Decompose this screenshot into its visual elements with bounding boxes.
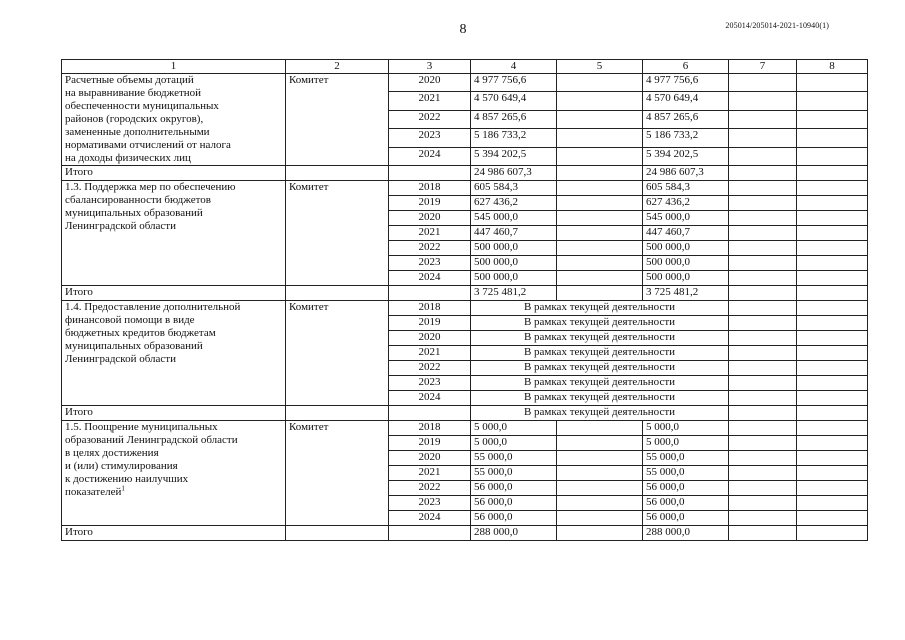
col7-cell bbox=[729, 129, 797, 147]
col8-cell bbox=[797, 511, 868, 526]
amount-col4-cell: 55 000,0 bbox=[471, 451, 557, 466]
col7-cell bbox=[729, 346, 797, 361]
amount-col6-cell: 627 436,2 bbox=[643, 196, 729, 211]
item-name-line: показателей bbox=[65, 486, 122, 498]
amount-col5-cell bbox=[557, 451, 643, 466]
col7-cell bbox=[729, 436, 797, 451]
amount-col6-cell: 4 857 265,6 bbox=[643, 110, 729, 128]
amount-col6-cell: 55 000,0 bbox=[643, 466, 729, 481]
total-executor-cell bbox=[286, 406, 389, 421]
col7-cell bbox=[729, 181, 797, 196]
item-name-line: 1.3. Поддержка мер по обеспечению bbox=[65, 181, 236, 193]
year-cell: 2021 bbox=[389, 226, 471, 241]
total-label: Итого bbox=[62, 406, 286, 421]
total-col8-cell bbox=[797, 406, 868, 421]
amount-col6-cell: 447 460,7 bbox=[643, 226, 729, 241]
col8-cell bbox=[797, 361, 868, 376]
year-cell: 2018 bbox=[389, 181, 471, 196]
col8-cell bbox=[797, 226, 868, 241]
total-col8-cell bbox=[797, 526, 868, 541]
item-name-line: обеспеченности муниципальных bbox=[65, 100, 219, 112]
amount-col5-cell bbox=[557, 271, 643, 286]
total-col7-cell bbox=[729, 526, 797, 541]
col7-cell bbox=[729, 376, 797, 391]
item-name-line: Ленинградской области bbox=[65, 353, 176, 365]
item-name-line: образований Ленинградской области bbox=[65, 434, 238, 446]
year-cell: 2023 bbox=[389, 496, 471, 511]
item-name-cell bbox=[62, 181, 286, 286]
item-name-line: в целях достижения bbox=[65, 447, 159, 459]
total-executor-cell bbox=[286, 526, 389, 541]
year-cell: 2022 bbox=[389, 481, 471, 496]
in-scope-cell: В рамках текущей деятельности bbox=[471, 301, 729, 316]
amount-col5-cell bbox=[557, 511, 643, 526]
col8-cell bbox=[797, 451, 868, 466]
item-name-line: замененные дополнительными bbox=[65, 126, 210, 138]
item-name-line: к достижению наилучших bbox=[65, 473, 189, 485]
amount-col5-cell bbox=[557, 196, 643, 211]
col7-cell bbox=[729, 481, 797, 496]
col7-cell bbox=[729, 421, 797, 436]
total-row bbox=[62, 286, 868, 301]
col8-cell bbox=[797, 147, 868, 165]
col7-cell bbox=[729, 451, 797, 466]
amount-col4-cell: 500 000,0 bbox=[471, 256, 557, 271]
col7-cell bbox=[729, 331, 797, 346]
column-header: 4 bbox=[471, 60, 557, 74]
amount-col6-cell: 4 977 756,6 bbox=[643, 74, 729, 92]
year-cell: 2021 bbox=[389, 346, 471, 361]
amount-col4-cell: 5 186 733,2 bbox=[471, 129, 557, 147]
col7-cell bbox=[729, 147, 797, 165]
executor-cell: Комитет bbox=[286, 421, 389, 526]
year-cell: 2020 bbox=[389, 451, 471, 466]
amount-col6-cell: 5 000,0 bbox=[643, 436, 729, 451]
total-executor-cell bbox=[286, 286, 389, 301]
amount-col4-cell: 4 570 649,4 bbox=[471, 92, 557, 110]
executor-cell: Комитет bbox=[286, 74, 389, 166]
total-col6-cell: 24 986 607,3 bbox=[643, 166, 729, 181]
footnote-mark: 1 bbox=[121, 484, 125, 493]
total-col5-cell bbox=[557, 526, 643, 541]
header-row bbox=[62, 60, 868, 74]
amount-col4-cell: 545 000,0 bbox=[471, 211, 557, 226]
column-header: 2 bbox=[286, 60, 389, 74]
amount-col4-cell: 500 000,0 bbox=[471, 241, 557, 256]
year-cell: 2022 bbox=[389, 110, 471, 128]
amount-col5-cell bbox=[557, 147, 643, 165]
total-year-cell bbox=[389, 406, 471, 421]
col7-cell bbox=[729, 301, 797, 316]
year-cell: 2021 bbox=[389, 92, 471, 110]
amount-col6-cell: 500 000,0 bbox=[643, 271, 729, 286]
total-col8-cell bbox=[797, 286, 868, 301]
col8-cell bbox=[797, 271, 868, 286]
amount-col4-cell: 4 977 756,6 bbox=[471, 74, 557, 92]
amount-col6-cell: 500 000,0 bbox=[643, 256, 729, 271]
executor-cell: Комитет bbox=[286, 301, 389, 406]
amount-col6-cell: 5 394 202,5 bbox=[643, 147, 729, 165]
col8-cell bbox=[797, 496, 868, 511]
item-name-line: и (или) стимулирования bbox=[65, 460, 178, 472]
year-cell: 2024 bbox=[389, 391, 471, 406]
amount-col4-cell: 447 460,7 bbox=[471, 226, 557, 241]
total-executor-cell bbox=[286, 166, 389, 181]
col8-cell bbox=[797, 241, 868, 256]
total-col6-cell: 288 000,0 bbox=[643, 526, 729, 541]
column-header: 5 bbox=[557, 60, 643, 74]
col8-cell bbox=[797, 196, 868, 211]
amount-col6-cell: 56 000,0 bbox=[643, 496, 729, 511]
year-cell: 2023 bbox=[389, 129, 471, 147]
amount-col6-cell: 605 584,3 bbox=[643, 181, 729, 196]
year-cell: 2018 bbox=[389, 421, 471, 436]
col7-cell bbox=[729, 241, 797, 256]
total-year-cell bbox=[389, 286, 471, 301]
amount-col5-cell bbox=[557, 110, 643, 128]
page-number: 8 bbox=[459, 22, 467, 37]
year-cell: 2021 bbox=[389, 466, 471, 481]
col8-cell bbox=[797, 481, 868, 496]
in-scope-cell: В рамках текущей деятельности bbox=[471, 346, 729, 361]
amount-col6-cell: 5 186 733,2 bbox=[643, 129, 729, 147]
col8-cell bbox=[797, 129, 868, 147]
table-row bbox=[62, 421, 868, 436]
total-col6-cell: 3 725 481,2 bbox=[643, 286, 729, 301]
item-name-line: муниципальных образований bbox=[65, 340, 203, 352]
col8-cell bbox=[797, 181, 868, 196]
amount-col4-cell: 500 000,0 bbox=[471, 271, 557, 286]
amount-col5-cell bbox=[557, 421, 643, 436]
col8-cell bbox=[797, 421, 868, 436]
total-year-cell bbox=[389, 166, 471, 181]
amount-col4-cell: 56 000,0 bbox=[471, 496, 557, 511]
amount-col4-cell: 605 584,3 bbox=[471, 181, 557, 196]
col8-cell bbox=[797, 376, 868, 391]
budget-table bbox=[61, 59, 868, 541]
total-in-scope-cell: В рамках текущей деятельности bbox=[471, 406, 729, 421]
col8-cell bbox=[797, 331, 868, 346]
item-name-line: Ленинградской области bbox=[65, 220, 176, 232]
amount-col6-cell: 500 000,0 bbox=[643, 241, 729, 256]
item-name-line: 1.5. Поощрение муниципальных bbox=[65, 421, 218, 433]
col7-cell bbox=[729, 226, 797, 241]
total-row bbox=[62, 406, 868, 421]
col7-cell bbox=[729, 361, 797, 376]
year-cell: 2019 bbox=[389, 436, 471, 451]
item-name-line: муниципальных образований bbox=[65, 207, 203, 219]
col7-cell bbox=[729, 74, 797, 92]
amount-col5-cell bbox=[557, 466, 643, 481]
amount-col6-cell: 55 000,0 bbox=[643, 451, 729, 466]
col7-cell bbox=[729, 391, 797, 406]
col7-cell bbox=[729, 496, 797, 511]
total-label: Итого bbox=[62, 526, 286, 541]
item-name-line: Расчетные объемы дотаций bbox=[65, 74, 194, 86]
year-cell: 2020 bbox=[389, 211, 471, 226]
year-cell: 2020 bbox=[389, 331, 471, 346]
col8-cell bbox=[797, 74, 868, 92]
item-name-line: на доходы физических лиц bbox=[65, 152, 191, 164]
year-cell: 2019 bbox=[389, 316, 471, 331]
amount-col4-cell: 5 000,0 bbox=[471, 421, 557, 436]
year-cell: 2022 bbox=[389, 361, 471, 376]
item-name-cell bbox=[62, 301, 286, 406]
amount-col5-cell bbox=[557, 256, 643, 271]
col8-cell bbox=[797, 92, 868, 110]
col7-cell bbox=[729, 211, 797, 226]
column-header: 6 bbox=[643, 60, 729, 74]
amount-col6-cell: 56 000,0 bbox=[643, 481, 729, 496]
col7-cell bbox=[729, 256, 797, 271]
item-name-line: сбалансированности бюджетов bbox=[65, 194, 211, 206]
amount-col4-cell: 5 000,0 bbox=[471, 436, 557, 451]
amount-col4-cell: 56 000,0 bbox=[471, 481, 557, 496]
amount-col6-cell: 5 000,0 bbox=[643, 421, 729, 436]
executor-cell: Комитет bbox=[286, 181, 389, 286]
in-scope-cell: В рамках текущей деятельности bbox=[471, 376, 729, 391]
column-header: 3 bbox=[389, 60, 471, 74]
total-year-cell bbox=[389, 526, 471, 541]
total-col8-cell bbox=[797, 166, 868, 181]
amount-col4-cell: 56 000,0 bbox=[471, 511, 557, 526]
in-scope-cell: В рамках текущей деятельности bbox=[471, 361, 729, 376]
year-cell: 2024 bbox=[389, 147, 471, 165]
column-header: 7 bbox=[729, 60, 797, 74]
year-cell: 2020 bbox=[389, 74, 471, 92]
amount-col4-cell: 4 857 265,6 bbox=[471, 110, 557, 128]
total-col4-cell: 24 986 607,3 bbox=[471, 166, 557, 181]
total-col7-cell bbox=[729, 166, 797, 181]
col7-cell bbox=[729, 196, 797, 211]
year-cell: 2018 bbox=[389, 301, 471, 316]
in-scope-cell: В рамках текущей деятельности bbox=[471, 331, 729, 346]
item-name-line: нормативами отчислений от налога bbox=[65, 139, 231, 151]
amount-col5-cell bbox=[557, 129, 643, 147]
year-cell: 2019 bbox=[389, 196, 471, 211]
amount-col6-cell: 56 000,0 bbox=[643, 511, 729, 526]
amount-col4-cell: 55 000,0 bbox=[471, 466, 557, 481]
table-row bbox=[62, 301, 868, 316]
col8-cell bbox=[797, 110, 868, 128]
amount-col6-cell: 4 570 649,4 bbox=[643, 92, 729, 110]
amount-col5-cell bbox=[557, 496, 643, 511]
table-row bbox=[62, 181, 868, 196]
item-name-line: районов (городских округов), bbox=[65, 113, 204, 125]
amount-col5-cell bbox=[557, 211, 643, 226]
col7-cell bbox=[729, 92, 797, 110]
amount-col5-cell bbox=[557, 436, 643, 451]
col8-cell bbox=[797, 391, 868, 406]
col7-cell bbox=[729, 110, 797, 128]
in-scope-cell: В рамках текущей деятельности bbox=[471, 391, 729, 406]
amount-col5-cell bbox=[557, 181, 643, 196]
year-cell: 2022 bbox=[389, 241, 471, 256]
col8-cell bbox=[797, 316, 868, 331]
year-cell: 2024 bbox=[389, 511, 471, 526]
column-header: 8 bbox=[797, 60, 868, 74]
col7-cell bbox=[729, 316, 797, 331]
item-name-line: на выравнивание бюджетной bbox=[65, 87, 202, 99]
col8-cell bbox=[797, 211, 868, 226]
column-header: 1 bbox=[62, 60, 286, 74]
year-cell: 2023 bbox=[389, 256, 471, 271]
item-name-cell bbox=[62, 421, 286, 526]
total-col4-cell: 3 725 481,2 bbox=[471, 286, 557, 301]
amount-col5-cell bbox=[557, 92, 643, 110]
item-name-cell bbox=[62, 74, 286, 166]
item-name-line: 1.4. Предоставление дополнительной bbox=[65, 301, 241, 313]
amount-col6-cell: 545 000,0 bbox=[643, 211, 729, 226]
col8-cell bbox=[797, 436, 868, 451]
col8-cell bbox=[797, 466, 868, 481]
total-row bbox=[62, 526, 868, 541]
year-cell: 2024 bbox=[389, 271, 471, 286]
document-id: 205014/205014-2021-10940(1) bbox=[725, 21, 829, 30]
item-name-line: бюджетных кредитов бюджетам bbox=[65, 327, 216, 339]
col8-cell bbox=[797, 346, 868, 361]
total-col7-cell bbox=[729, 406, 797, 421]
total-row bbox=[62, 166, 868, 181]
year-cell: 2023 bbox=[389, 376, 471, 391]
item-name-line-with-note bbox=[65, 486, 282, 499]
amount-col5-cell bbox=[557, 74, 643, 92]
total-col7-cell bbox=[729, 286, 797, 301]
item-name-line: финансовой помощи в виде bbox=[65, 314, 195, 326]
total-label: Итого bbox=[62, 166, 286, 181]
col7-cell bbox=[729, 466, 797, 481]
total-col4-cell: 288 000,0 bbox=[471, 526, 557, 541]
total-col5-cell bbox=[557, 286, 643, 301]
amount-col5-cell bbox=[557, 226, 643, 241]
col8-cell bbox=[797, 301, 868, 316]
amount-col5-cell bbox=[557, 481, 643, 496]
table-row bbox=[62, 74, 868, 92]
col8-cell bbox=[797, 256, 868, 271]
amount-col5-cell bbox=[557, 241, 643, 256]
total-label: Итого bbox=[62, 286, 286, 301]
amount-col4-cell: 5 394 202,5 bbox=[471, 147, 557, 165]
in-scope-cell: В рамках текущей деятельности bbox=[471, 316, 729, 331]
total-col5-cell bbox=[557, 166, 643, 181]
col7-cell bbox=[729, 511, 797, 526]
amount-col4-cell: 627 436,2 bbox=[471, 196, 557, 211]
col7-cell bbox=[729, 271, 797, 286]
